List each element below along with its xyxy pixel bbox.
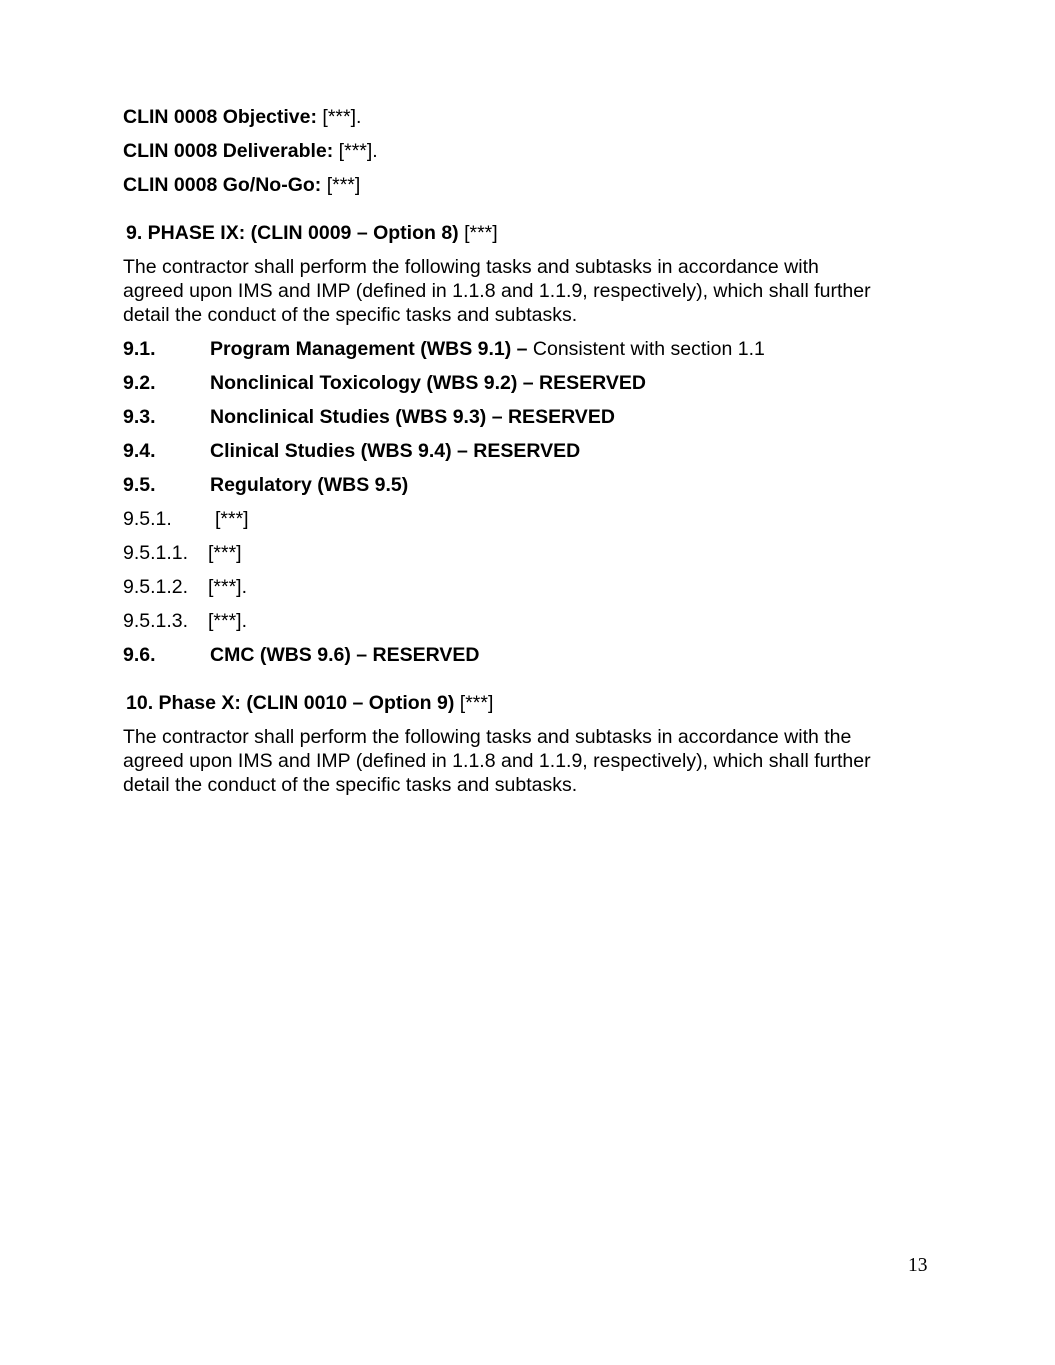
phase10-paragraph (123, 725, 933, 797)
section-title: Nonclinical Studies (WBS 9.3) – RESERVED (210, 406, 615, 428)
section-title: Clinical Studies (WBS 9.4) – RESERVED (210, 440, 581, 462)
phase10-para-line: detail the conduct of the specific tasks and subtasks. (123, 774, 578, 796)
clin-deliverable-label: CLIN 0008 Deliverable: (123, 140, 334, 162)
section-title: Program Management (WBS 9.1) – (210, 338, 528, 360)
subsection-text: [***]. (208, 610, 248, 632)
subsection-number: 9.5.1.2. (123, 576, 189, 598)
phase10-para-line: agreed upon IMS and IMP (defined in 1.1.8 and 1.1.9, respectively), which shall further (123, 750, 871, 772)
clin-objective-label: CLIN 0008 Objective: (123, 106, 317, 128)
phase9-paragraph (123, 255, 933, 327)
clin-gonogo-line (123, 173, 360, 197)
phase9-heading-text: 9. PHASE IX: (CLIN 0009 – Option 8) (126, 222, 459, 244)
subsection-text: [***] (208, 542, 242, 564)
phase9-para-line: The contractor shall perform the following tasks and subtasks in accordance with (123, 256, 819, 278)
section-number: 9.6. (123, 644, 156, 666)
clin-deliverable-value: [***]. (333, 140, 378, 162)
phase9-para-line: agreed upon IMS and IMP (defined in 1.1.8 and 1.1.9, respectively), which shall further (123, 280, 871, 302)
section-number: 9.2. (123, 372, 156, 394)
phase9-para-line: detail the conduct of the specific tasks and subtasks. (123, 304, 578, 326)
subsection-9-5-1 (123, 507, 249, 531)
subsection-9-5-1-1 (123, 541, 242, 565)
section-title: Regulatory (WBS 9.5) (210, 474, 409, 496)
clin-gonogo-label: CLIN 0008 Go/No-Go: (123, 174, 322, 196)
subsection-text: [***]. (208, 576, 248, 598)
clin-objective-value: [***]. (317, 106, 362, 128)
page-number: 13 (908, 1255, 928, 1276)
subsection-number: 9.5.1.3. (123, 610, 189, 632)
section-item-9-6 (123, 643, 479, 667)
section-item-9-4 (123, 439, 580, 463)
subsection-number: 9.5.1. (123, 508, 172, 530)
subsection-9-5-1-2 (123, 575, 247, 599)
section-number: 9.3. (123, 406, 156, 428)
phase10-para-line: The contractor shall perform the following tasks and subtasks in accordance with the (123, 726, 852, 748)
clin-objective-line (123, 105, 361, 129)
section-number: 9.1. (123, 338, 156, 360)
clin-gonogo-value: [***] (321, 174, 361, 196)
subsection-9-5-1-3 (123, 609, 247, 633)
subsection-text: [***] (215, 508, 249, 530)
section-item-9-2 (123, 371, 646, 395)
phase9-heading (126, 221, 498, 245)
section-item-9-3 (123, 405, 615, 429)
section-number: 9.4. (123, 440, 156, 462)
subsection-number: 9.5.1.1. (123, 542, 189, 564)
section-title: CMC (WBS 9.6) – RESERVED (210, 644, 480, 666)
clin-deliverable-line (123, 139, 378, 163)
section-title: Nonclinical Toxicology (WBS 9.2) – RESERVED (210, 372, 646, 394)
phase9-heading-suffix: [***] (458, 222, 498, 244)
section-item-9-1 (123, 337, 765, 361)
section-item-9-5 (123, 473, 408, 497)
section-suffix: Consistent with section 1.1 (527, 338, 765, 360)
phase10-heading-suffix: [***] (454, 692, 494, 714)
section-number: 9.5. (123, 474, 156, 496)
phase10-heading (126, 691, 493, 715)
phase10-heading-text: 10. Phase X: (CLIN 0010 – Option 9) (126, 692, 455, 714)
